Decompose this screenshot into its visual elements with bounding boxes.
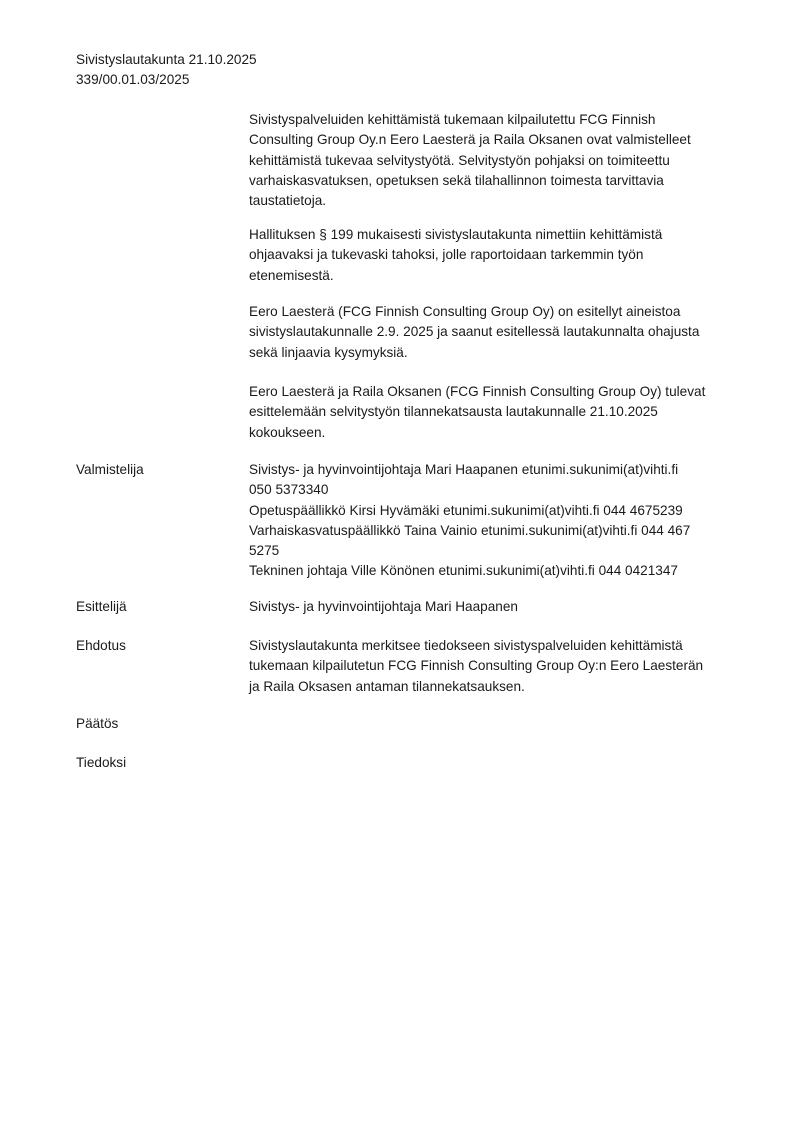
text-line: sivistyslautakunnalle 2.9. 2025 ja saanut esitellessä lautakunnalta ohajusta — [249, 324, 700, 340]
text-line: taustatietoja. — [249, 193, 327, 209]
text-line: Sivistys- ja hyvinvointijohtaja Mari Haapanen — [249, 599, 518, 614]
label-esittelija: Esittelijä — [76, 599, 127, 614]
meeting-title: Sivistyslautakunta 21.10.2025 — [76, 52, 257, 67]
text-line: esittelemään selvitystyön tilannekatsausta lautakunnalle 21.10.2025 — [249, 404, 658, 420]
text-line: Sivistyspalveluiden kehittämistä tukemaan kilpailutettu FCG Finnish — [249, 112, 656, 127]
contact-line: 050 5373340 — [249, 482, 329, 498]
contact-line: Sivistys- ja hyvinvointijohtaja Mari Haapanen etunimi.sukunimi(at)vihti.fi — [249, 462, 679, 477]
text-line: tukemaan kilpailutetun FCG Finnish Consulting Group Oy:n Eero Laesterän — [249, 658, 704, 674]
text-line: ja Raila Oksasen antaman tilannekatsauksen. — [249, 678, 525, 694]
contact-line: Tekninen johtaja Ville Könönen etunimi.sukunimi(at)vihti.fi 044 0421347 — [249, 563, 678, 579]
label-tiedoksi: Tiedoksi — [76, 755, 127, 770]
text-line: Consulting Group Oy.n Eero Laesterä ja Raila Oksanen ovat valmistelleet — [249, 132, 691, 148]
text-line: ohjaavaksi ja tukevaski tahoksi, jolle raportoidaan tarkemmin työn — [249, 247, 644, 263]
text-line: Eero Laesterä (FCG Finnish Consulting Group Oy) on esitellyt aineistoa — [249, 304, 681, 319]
text-line: kehittämistä tukevaa selvitystyötä. Selvitystyön pohjaksi on toimiteettu — [249, 152, 670, 168]
paragraph-upcoming-presentation — [249, 382, 744, 443]
record-id: 339/00.01.03/2025 — [76, 72, 190, 88]
paragraph-previous-presentation — [249, 302, 744, 363]
text-line: Sivistyslautakunta merkitsee tiedokseen sivistyspalveluiden kehittämistä — [249, 638, 683, 653]
document-header — [76, 50, 257, 91]
text-line: varhaiskasvatuksen, opetuksen sekä tilahallinnon toimesta tarvittavia — [249, 172, 664, 188]
label-paatos: Päätös — [76, 716, 119, 731]
ehdotus-text — [249, 636, 744, 697]
text-line: kokoukseen. — [249, 424, 326, 440]
text-line: Eero Laesterä ja Raila Oksanen (FCG Finnish Consulting Group Oy) tulevat — [249, 384, 706, 399]
contact-line: Varhaiskasvatuspäällikkö Taina Vainio etunimi.sukunimi(at)vihti.fi 044 467 — [249, 522, 691, 538]
text-line: etenemisestä. — [249, 267, 334, 283]
label-ehdotus: Ehdotus — [76, 638, 126, 653]
text-line: sekä linjaavia kysymyksiä. — [249, 344, 408, 360]
contact-line: Opetuspäällikkö Kirsi Hyvämäki etunimi.sukunimi(at)vihti.fi 044 4675239 — [249, 502, 683, 518]
contact-line: 5275 — [249, 543, 280, 559]
text-line: Hallituksen § 199 mukaisesti sivistyslautakunta nimettiin kehittämistä — [249, 227, 663, 242]
paragraph-governance — [249, 225, 744, 286]
label-valmistelija: Valmistelija — [76, 462, 144, 477]
valmistelija-contacts — [249, 460, 744, 582]
esittelija-value — [249, 597, 744, 617]
paragraph-background — [249, 110, 744, 211]
